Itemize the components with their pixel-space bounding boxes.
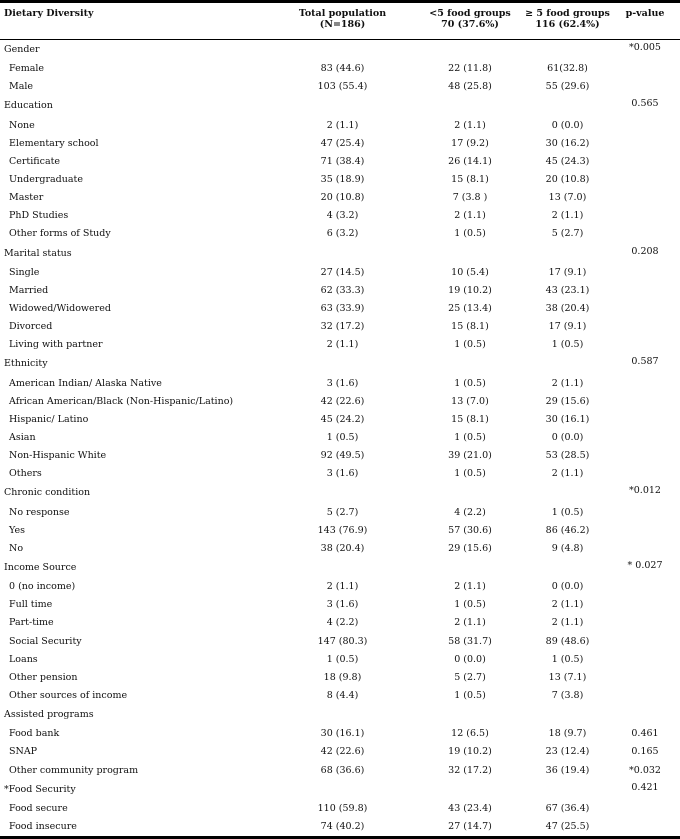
row-label: Other sources of income	[9, 689, 128, 701]
p-value-cell	[610, 578, 680, 596]
row-label: Other community program	[9, 764, 139, 776]
table-row	[0, 669, 680, 687]
ge5-food-groups-cell: 36 (19.4)	[545, 764, 590, 776]
total-population-cell: 68 (36.6)	[320, 764, 365, 776]
row-label: None	[9, 119, 35, 131]
row-label: Food secure	[9, 802, 68, 814]
ge5-food-groups-cell: 2 (1.1)	[551, 210, 584, 222]
table-row	[0, 633, 680, 651]
p-value-cell	[610, 225, 680, 243]
ge5-food-groups-cell	[525, 705, 610, 725]
p-value-cell	[610, 687, 680, 705]
table-row	[0, 375, 680, 393]
p-value-cell	[610, 264, 680, 282]
table-row	[0, 153, 680, 171]
lt5-food-groups-cell: 2 (1.1)	[454, 210, 486, 222]
row-label: Master	[9, 192, 44, 204]
total-population-cell: 62 (33.3)	[320, 284, 365, 296]
total-population-cell: 71 (38.4)	[320, 155, 365, 167]
ge5-food-groups-cell: 61(32.8)	[547, 63, 588, 75]
table-row	[0, 429, 680, 447]
total-population-cell: 103 (55.4)	[317, 81, 368, 93]
row-label: Food insecure	[0, 818, 270, 838]
row-label: Assisted programs	[4, 709, 94, 721]
p-value-cell	[610, 300, 680, 318]
p-value-cell	[610, 504, 680, 522]
ge5-food-groups-cell: 89 (48.6)	[545, 635, 590, 647]
table-row	[0, 171, 680, 189]
row-label: Non-Hispanic White	[9, 450, 107, 462]
lt5-food-groups-cell: 29 (15.6)	[448, 542, 492, 554]
lt5-food-groups-cell: 39 (21.0)	[448, 450, 492, 462]
row-label: Marital status	[4, 247, 72, 259]
lt5-food-groups-cell	[415, 40, 525, 61]
table-row	[0, 117, 680, 135]
table-row	[0, 336, 680, 354]
lt5-food-groups-cell: 19 (10.2)	[448, 746, 492, 758]
lt5-food-groups-cell: 2 (1.1)	[454, 119, 486, 131]
table-header	[0, 2, 680, 40]
total-population-cell: 63 (33.9)	[320, 303, 365, 315]
p-value-cell	[610, 318, 680, 336]
total-population-cell	[270, 780, 415, 800]
row-label: PhD Studies	[9, 210, 69, 222]
total-population-cell: 4 (3.2)	[326, 210, 359, 222]
lt5-food-groups-cell: 26 (14.1)	[448, 155, 492, 167]
lt5-food-groups-cell: 2 (1.1)	[454, 581, 486, 593]
p-value-cell	[610, 705, 680, 725]
total-population-cell: 1 (0.5)	[326, 653, 359, 665]
row-label: Undergraduate	[9, 174, 83, 186]
row-label: Ethnicity	[4, 358, 48, 370]
p-value-cell: 0.565	[631, 98, 659, 110]
total-population-cell	[270, 40, 415, 61]
ge5-food-groups-cell	[525, 483, 610, 503]
table-row	[0, 78, 680, 96]
header-total-population	[270, 2, 415, 40]
row-label: Living with partner	[9, 339, 103, 351]
header-sublabel: (N=186)	[319, 19, 366, 30]
row-label: SNAP	[9, 746, 38, 758]
ge5-food-groups-cell: 45 (24.3)	[545, 155, 590, 167]
section-row	[0, 483, 680, 503]
table-row	[0, 761, 680, 779]
lt5-food-groups-cell: 19 (10.2)	[448, 284, 492, 296]
row-label: Education	[4, 100, 53, 112]
p-value-cell	[610, 818, 680, 838]
row-label: Other forms of Study	[9, 228, 111, 240]
lt5-food-groups-cell: 32 (17.2)	[448, 764, 492, 776]
p-value-cell: *0.032	[629, 764, 661, 776]
lt5-food-groups-cell: 1 (0.5)	[454, 432, 486, 444]
row-label: Asian	[9, 432, 36, 444]
row-label: Part-time	[9, 617, 54, 629]
row-label: American Indian/ Alaska Native	[9, 377, 162, 389]
lt5-food-groups-cell	[415, 558, 525, 578]
header-label: Dietary Diversity	[4, 8, 94, 19]
lt5-food-groups-cell: 10 (5.4)	[451, 266, 489, 278]
section-row	[0, 96, 680, 116]
row-label: Widowed/Widowered	[9, 303, 111, 315]
p-value-cell	[610, 207, 680, 225]
table-row	[0, 522, 680, 540]
header-ge5-food-groups	[525, 2, 610, 40]
row-label: Loans	[9, 653, 38, 665]
table-row	[0, 225, 680, 243]
ge5-food-groups-cell: 17 (9.1)	[548, 321, 587, 333]
ge5-food-groups-cell: 0 (0.0)	[551, 432, 584, 444]
p-value-cell	[610, 596, 680, 614]
table-row	[0, 596, 680, 614]
ge5-food-groups-cell: 30 (16.2)	[545, 137, 590, 149]
total-population-cell: 18 (9.8)	[323, 671, 362, 683]
ge5-food-groups-cell	[525, 96, 610, 116]
ge5-food-groups-cell	[525, 354, 610, 374]
p-value-cell	[610, 117, 680, 135]
table-row	[0, 725, 680, 743]
ge5-food-groups-cell	[525, 244, 610, 264]
lt5-food-groups-cell: 13 (7.0)	[451, 395, 489, 407]
total-population-cell: 110 (59.8)	[317, 802, 368, 814]
row-label: Other pension	[9, 671, 78, 683]
header-label: p-value	[625, 8, 665, 19]
total-population-cell	[270, 558, 415, 578]
row-label: Divorced	[9, 321, 53, 333]
p-value-cell	[610, 429, 680, 447]
total-population-cell: 27 (14.5)	[320, 266, 365, 278]
lt5-food-groups-cell: 12 (6.5)	[451, 728, 489, 740]
table-row	[0, 207, 680, 225]
total-population-cell: 20 (10.8)	[320, 192, 365, 204]
p-value-cell	[610, 411, 680, 429]
ge5-food-groups-cell: 2 (1.1)	[551, 617, 584, 629]
table-row	[0, 300, 680, 318]
total-population-cell: 42 (22.6)	[320, 395, 365, 407]
p-value-cell	[610, 393, 680, 411]
row-label: Single	[9, 266, 40, 278]
ge5-food-groups-cell: 2 (1.1)	[551, 377, 584, 389]
total-population-cell: 83 (44.6)	[320, 63, 365, 75]
total-population-cell: 2 (1.1)	[326, 119, 359, 131]
ge5-food-groups-cell: 29 (15.6)	[545, 395, 590, 407]
p-value-cell	[610, 651, 680, 669]
total-population-cell: 147 (80.3)	[317, 635, 368, 647]
ge5-food-groups-cell: 38 (20.4)	[545, 303, 590, 315]
total-population-cell: 47 (25.4)	[320, 137, 365, 149]
table-row	[0, 60, 680, 78]
ge5-food-groups-cell: 5 (2.7)	[551, 228, 584, 240]
lt5-food-groups-cell: 7 (3.8 )	[452, 192, 488, 204]
row-label: Social Security	[9, 635, 82, 647]
ge5-food-groups-cell: 43 (23.1)	[545, 284, 590, 296]
lt5-food-groups-cell	[415, 780, 525, 800]
lt5-food-groups-cell	[415, 96, 525, 116]
total-population-cell: 2 (1.1)	[326, 581, 359, 593]
total-population-cell	[270, 705, 415, 725]
header-sublabel: 116 (62.4%)	[535, 19, 600, 30]
total-population-cell: 2 (1.1)	[326, 339, 359, 351]
lt5-food-groups-cell: 5 (2.7)	[454, 671, 486, 683]
section-row	[0, 244, 680, 264]
table-row	[0, 318, 680, 336]
ge5-food-groups-cell: 13 (7.0)	[548, 192, 587, 204]
p-value-cell	[610, 614, 680, 632]
total-population-cell	[270, 483, 415, 503]
table-row	[0, 743, 680, 761]
lt5-food-groups-cell: 25 (13.4)	[448, 303, 492, 315]
p-value-cell	[610, 189, 680, 207]
p-value-cell	[610, 60, 680, 78]
table-row	[0, 687, 680, 705]
row-label: Female	[9, 63, 45, 75]
row-label: Income Source	[4, 562, 77, 573]
p-value-cell	[610, 153, 680, 171]
ge5-food-groups-cell: 2 (1.1)	[551, 468, 584, 480]
ge5-food-groups-cell	[525, 780, 610, 800]
total-population-cell: 32 (17.2)	[320, 321, 365, 333]
total-population-cell: 5 (2.7)	[326, 506, 359, 518]
total-population-cell: 143 (76.9)	[317, 524, 368, 536]
header-label: Total population	[298, 8, 387, 19]
section-row	[0, 705, 680, 725]
p-value-cell: *0.012	[629, 485, 661, 497]
p-value-cell: 0.461	[631, 728, 659, 740]
table-row	[0, 447, 680, 465]
lt5-food-groups-cell: 1 (0.5)	[454, 228, 486, 240]
p-value-cell	[610, 171, 680, 189]
section-row	[0, 558, 680, 578]
header-lt5-food-groups	[415, 2, 525, 40]
table-row	[0, 393, 680, 411]
ge5-food-groups-cell: 1 (0.5)	[551, 653, 584, 665]
ge5-food-groups-cell: 2 (1.1)	[551, 599, 584, 611]
row-label: Married	[9, 284, 49, 296]
p-value-cell: 0.587	[631, 356, 659, 368]
section-row	[0, 780, 680, 800]
total-population-cell	[270, 96, 415, 116]
row-label: Yes	[9, 524, 25, 536]
total-population-cell	[270, 354, 415, 374]
table-row	[0, 282, 680, 300]
lt5-food-groups-cell: 48 (25.8)	[448, 81, 492, 93]
table-row	[0, 818, 680, 838]
lt5-food-groups-cell: 58 (31.7)	[448, 635, 492, 647]
table-row	[0, 578, 680, 596]
total-population-cell: 1 (0.5)	[326, 432, 359, 444]
p-value-cell	[610, 669, 680, 687]
lt5-food-groups-cell: 1 (0.5)	[454, 599, 486, 611]
row-label: Others	[9, 468, 42, 480]
p-value-cell	[610, 447, 680, 465]
total-population-cell: 38 (20.4)	[320, 542, 365, 554]
p-value-cell: * 0.027	[627, 559, 663, 571]
ge5-food-groups-cell: 30 (16.1)	[545, 413, 590, 425]
total-population-cell: 92 (49.5)	[320, 450, 365, 462]
row-label: Chronic condition	[4, 487, 91, 499]
ge5-food-groups-cell: 0 (0.0)	[551, 119, 584, 131]
table-row	[0, 614, 680, 632]
ge5-food-groups-cell	[525, 40, 610, 61]
lt5-food-groups-cell: 15 (8.1)	[451, 413, 489, 425]
row-label: 0 (no income)	[9, 581, 76, 593]
row-label: No response	[9, 506, 70, 518]
lt5-food-groups-cell: 1 (0.5)	[454, 377, 486, 389]
total-population-cell: 8 (4.4)	[326, 689, 359, 701]
lt5-food-groups-cell	[415, 244, 525, 264]
lt5-food-groups-cell: 4 (2.2)	[454, 506, 486, 518]
p-value-cell	[610, 465, 680, 483]
ge5-food-groups-cell: 47 (25.5)	[525, 818, 610, 838]
lt5-food-groups-cell: 1 (0.5)	[454, 339, 486, 351]
ge5-food-groups-cell: 86 (46.2)	[545, 524, 590, 536]
total-population-cell	[270, 244, 415, 264]
ge5-food-groups-cell: 18 (9.7)	[548, 728, 587, 740]
ge5-food-groups-cell: 55 (29.6)	[545, 81, 590, 93]
total-population-cell: 4 (2.2)	[326, 617, 359, 629]
table-row	[0, 135, 680, 153]
lt5-food-groups-cell: 15 (8.1)	[451, 174, 489, 186]
table-row	[0, 504, 680, 522]
lt5-food-groups-cell: 1 (0.5)	[454, 468, 486, 480]
section-row	[0, 354, 680, 374]
lt5-food-groups-cell: 1 (0.5)	[454, 689, 486, 701]
lt5-food-groups-cell: 17 (9.2)	[451, 137, 489, 149]
ge5-food-groups-cell	[525, 558, 610, 578]
total-population-cell: 30 (16.1)	[320, 728, 365, 740]
table-row	[0, 651, 680, 669]
header-dietary-diversity	[0, 2, 270, 40]
row-label: Food bank	[9, 728, 60, 740]
table-row	[0, 411, 680, 429]
header-label: <5 food groups	[429, 8, 511, 19]
ge5-food-groups-cell: 1 (0.5)	[551, 506, 584, 518]
ge5-food-groups-cell: 53 (28.5)	[545, 450, 590, 462]
p-value-cell	[610, 282, 680, 300]
row-label: Full time	[9, 599, 53, 611]
p-value-cell: *0.005	[629, 42, 661, 53]
row-label: Male	[9, 81, 34, 93]
total-population-cell: 35 (18.9)	[320, 174, 365, 186]
row-label: Hispanic/ Latino	[9, 413, 89, 425]
row-label: Gender	[4, 44, 40, 56]
p-value-cell	[610, 78, 680, 96]
ge5-food-groups-cell: 9 (4.8)	[551, 542, 584, 554]
ge5-food-groups-cell: 67 (36.4)	[545, 802, 590, 814]
total-population-cell: 42 (22.6)	[320, 746, 365, 758]
table-row	[0, 540, 680, 558]
total-population-cell: 3 (1.6)	[326, 468, 359, 480]
lt5-food-groups-cell: 22 (11.8)	[448, 63, 492, 75]
ge5-food-groups-cell: 0 (0.0)	[551, 581, 584, 593]
total-population-cell: 74 (40.2)	[270, 818, 415, 838]
header-row	[0, 2, 680, 40]
p-value-cell	[610, 800, 680, 818]
header-p-value	[610, 2, 680, 40]
row-label: No	[9, 542, 24, 554]
p-value-cell	[610, 336, 680, 354]
total-population-cell: 45 (24.2)	[320, 413, 365, 425]
table-body	[0, 40, 680, 838]
header-label: ≥ 5 food groups	[525, 8, 610, 19]
row-label: Elementary school	[9, 137, 99, 149]
total-population-cell: 3 (1.6)	[326, 599, 359, 611]
row-label: African American/Black (Non-Hispanic/Latino)	[9, 395, 234, 407]
ge5-food-groups-cell: 17 (9.1)	[548, 266, 587, 278]
lt5-food-groups-cell: 43 (23.4)	[448, 802, 492, 814]
header-sublabel: 70 (37.6%)	[441, 19, 499, 30]
lt5-food-groups-cell: 27 (14.7)	[415, 818, 525, 838]
p-value-cell	[610, 540, 680, 558]
lt5-food-groups-cell: 15 (8.1)	[451, 321, 489, 333]
row-label: *Food Security	[4, 783, 76, 795]
lt5-food-groups-cell: 57 (30.6)	[448, 524, 492, 536]
lt5-food-groups-cell	[415, 354, 525, 374]
p-value-cell	[610, 135, 680, 153]
row-label: Certificate	[9, 155, 61, 167]
p-value-cell: 0.165	[631, 746, 659, 758]
ge5-food-groups-cell: 7 (3.8)	[551, 689, 584, 701]
lt5-food-groups-cell: 0 (0.0)	[454, 653, 486, 665]
total-population-cell: 3 (1.6)	[326, 377, 359, 389]
ge5-food-groups-cell: 23 (12.4)	[545, 746, 590, 758]
table-row	[0, 800, 680, 818]
ge5-food-groups-cell: 20 (10.8)	[545, 174, 590, 186]
lt5-food-groups-cell: 2 (1.1)	[454, 617, 486, 629]
p-value-cell	[610, 375, 680, 393]
lt5-food-groups-cell	[415, 705, 525, 725]
total-population-cell: 6 (3.2)	[326, 228, 359, 240]
p-value-cell	[610, 522, 680, 540]
p-value-cell: 0.421	[631, 781, 659, 793]
section-row	[0, 40, 680, 61]
p-value-cell	[610, 633, 680, 651]
ge5-food-groups-cell: 1 (0.5)	[551, 339, 584, 351]
ge5-food-groups-cell: 13 (7.1)	[548, 671, 587, 683]
p-value-cell: 0.208	[631, 245, 659, 257]
table-row	[0, 465, 680, 483]
table-row	[0, 264, 680, 282]
table-row	[0, 189, 680, 207]
lt5-food-groups-cell	[415, 483, 525, 503]
